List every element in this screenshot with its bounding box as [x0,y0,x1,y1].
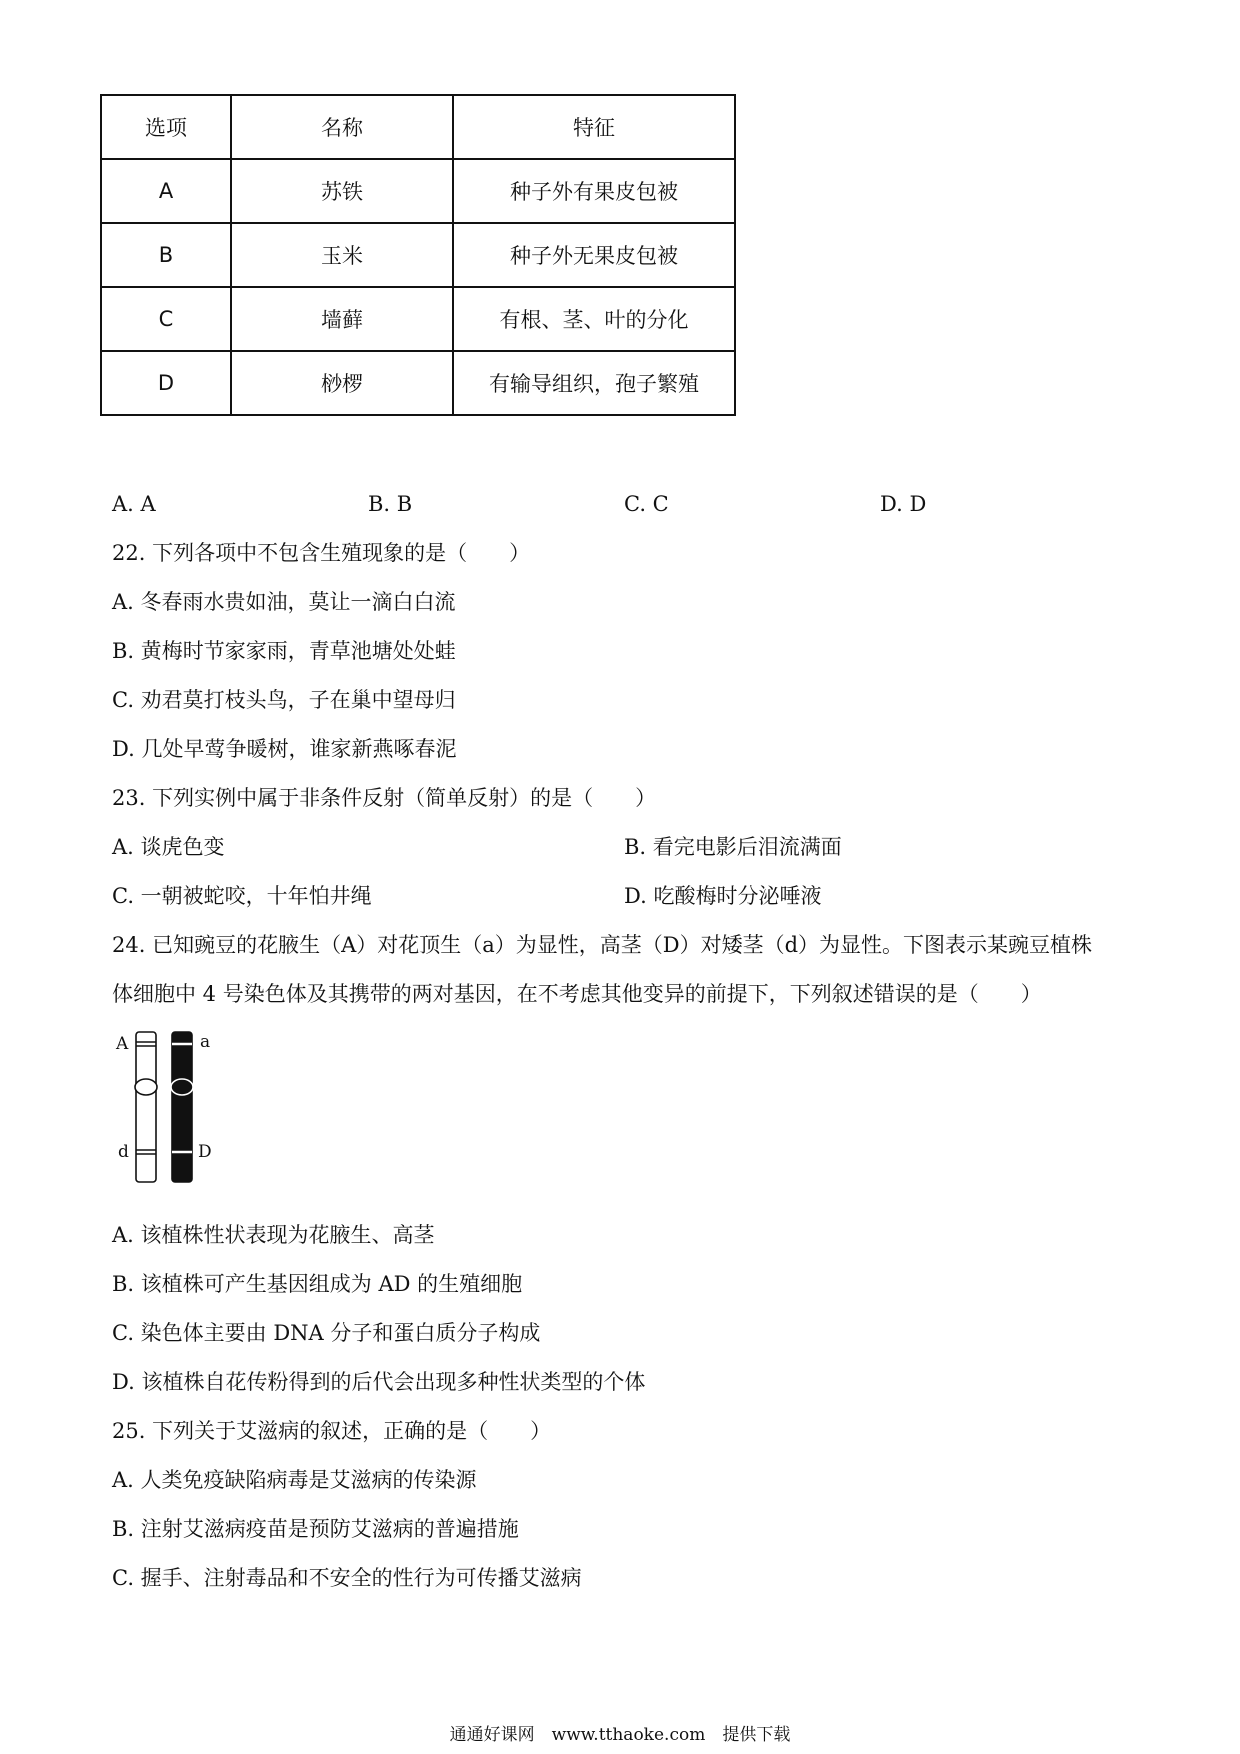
table-row [101,159,735,223]
chromosome-figure [112,1020,222,1190]
gene-label-a: a [200,1032,211,1052]
q23-option-b: B. 看完电影后泪流满面 [624,835,842,859]
q25-option-c: C. 握手、注射毒品和不安全的性行为可传播艾滋病 [112,1566,582,1590]
gene-label-A: A [116,1034,129,1054]
q25-stem: 25. 下列关于艾滋病的叙述，正确的是（ ） [112,1419,552,1443]
q24-stem-line1: 24. 已知豌豆的花腋生（A）对花顶生（a）为显性，高茎（D）对矮茎（d）为显性。下图表示某豌豆植株 [112,933,1093,957]
q22-option-a: A. 冬春雨水贵如油，莫让一滴白白流 [112,590,456,614]
table-cell: C [101,287,231,351]
chromosome-light [136,1032,156,1182]
q23-option-c: C. 一朝被蛇咬，十年怕井绳 [112,884,372,908]
table-row [101,287,735,351]
q23-option-a: A. 谈虎色变 [112,835,225,859]
table-cell: B [101,223,231,287]
q21-option-b: B. B [368,492,413,516]
table-cell: 桫椤 [231,351,453,415]
q21-option-d: D. D [880,492,927,516]
plant-table [100,94,736,416]
q24-option-b: B. 该植株可产生基因组成为 AD 的生殖细胞 [112,1272,523,1296]
q23-stem: 23. 下列实例中属于非条件反射（简单反射）的是（ ） [112,786,657,810]
table-cell: 玉米 [231,223,453,287]
page-footer: 通通好课网 www.tthaoke.com 提供下载 [449,1725,791,1745]
q23-option-d: D. 吃酸梅时分泌唾液 [624,884,822,908]
table-cell: D [101,351,231,415]
table-header: 特征 [453,95,735,159]
q21-option-c: C. C [624,492,669,516]
q21-option-a: A. A [112,492,156,516]
table-cell: 苏铁 [231,159,453,223]
q22-stem: 22. 下列各项中不包含生殖现象的是（ ） [112,541,531,565]
gene-label-d: d [118,1142,129,1162]
chromosome-dark [172,1032,192,1182]
centromere-dark [171,1079,193,1095]
q24-stem-line2: 体细胞中 4 号染色体及其携带的两对基因，在不考虑其他变异的前提下，下列叙述错误的是（ ） [112,982,1042,1006]
q24-option-d: D. 该植株自花传粉得到的后代会出现多种性状类型的个体 [112,1370,646,1394]
table-cell: A [101,159,231,223]
q22-option-c: C. 劝君莫打枝头鸟，子在巢中望母归 [112,688,456,712]
table-cell: 有输导组织，孢子繁殖 [453,351,735,415]
q25-option-a: A. 人类免疫缺陷病毒是艾滋病的传染源 [112,1468,477,1492]
table-header: 选项 [101,95,231,159]
q24-option-c: C. 染色体主要由 DNA 分子和蛋白质分子构成 [112,1321,541,1345]
table-row [101,223,735,287]
gene-label-D: D [198,1142,212,1162]
q24-option-a: A. 该植株性状表现为花腋生、高茎 [112,1223,435,1247]
table-row [101,351,735,415]
table-header: 名称 [231,95,453,159]
q22-option-b: B. 黄梅时节家家雨，青草池塘处处蛙 [112,639,456,663]
table-cell: 种子外有果皮包被 [453,159,735,223]
centromere-light [135,1079,157,1095]
q22-option-d: D. 几处早莺争暖树，谁家新燕啄春泥 [112,737,457,761]
table-header-row [101,95,735,159]
table-cell: 有根、茎、叶的分化 [453,287,735,351]
table-cell: 墙藓 [231,287,453,351]
q25-option-b: B. 注射艾滋病疫苗是预防艾滋病的普遍措施 [112,1517,519,1541]
table-cell: 种子外无果皮包被 [453,223,735,287]
